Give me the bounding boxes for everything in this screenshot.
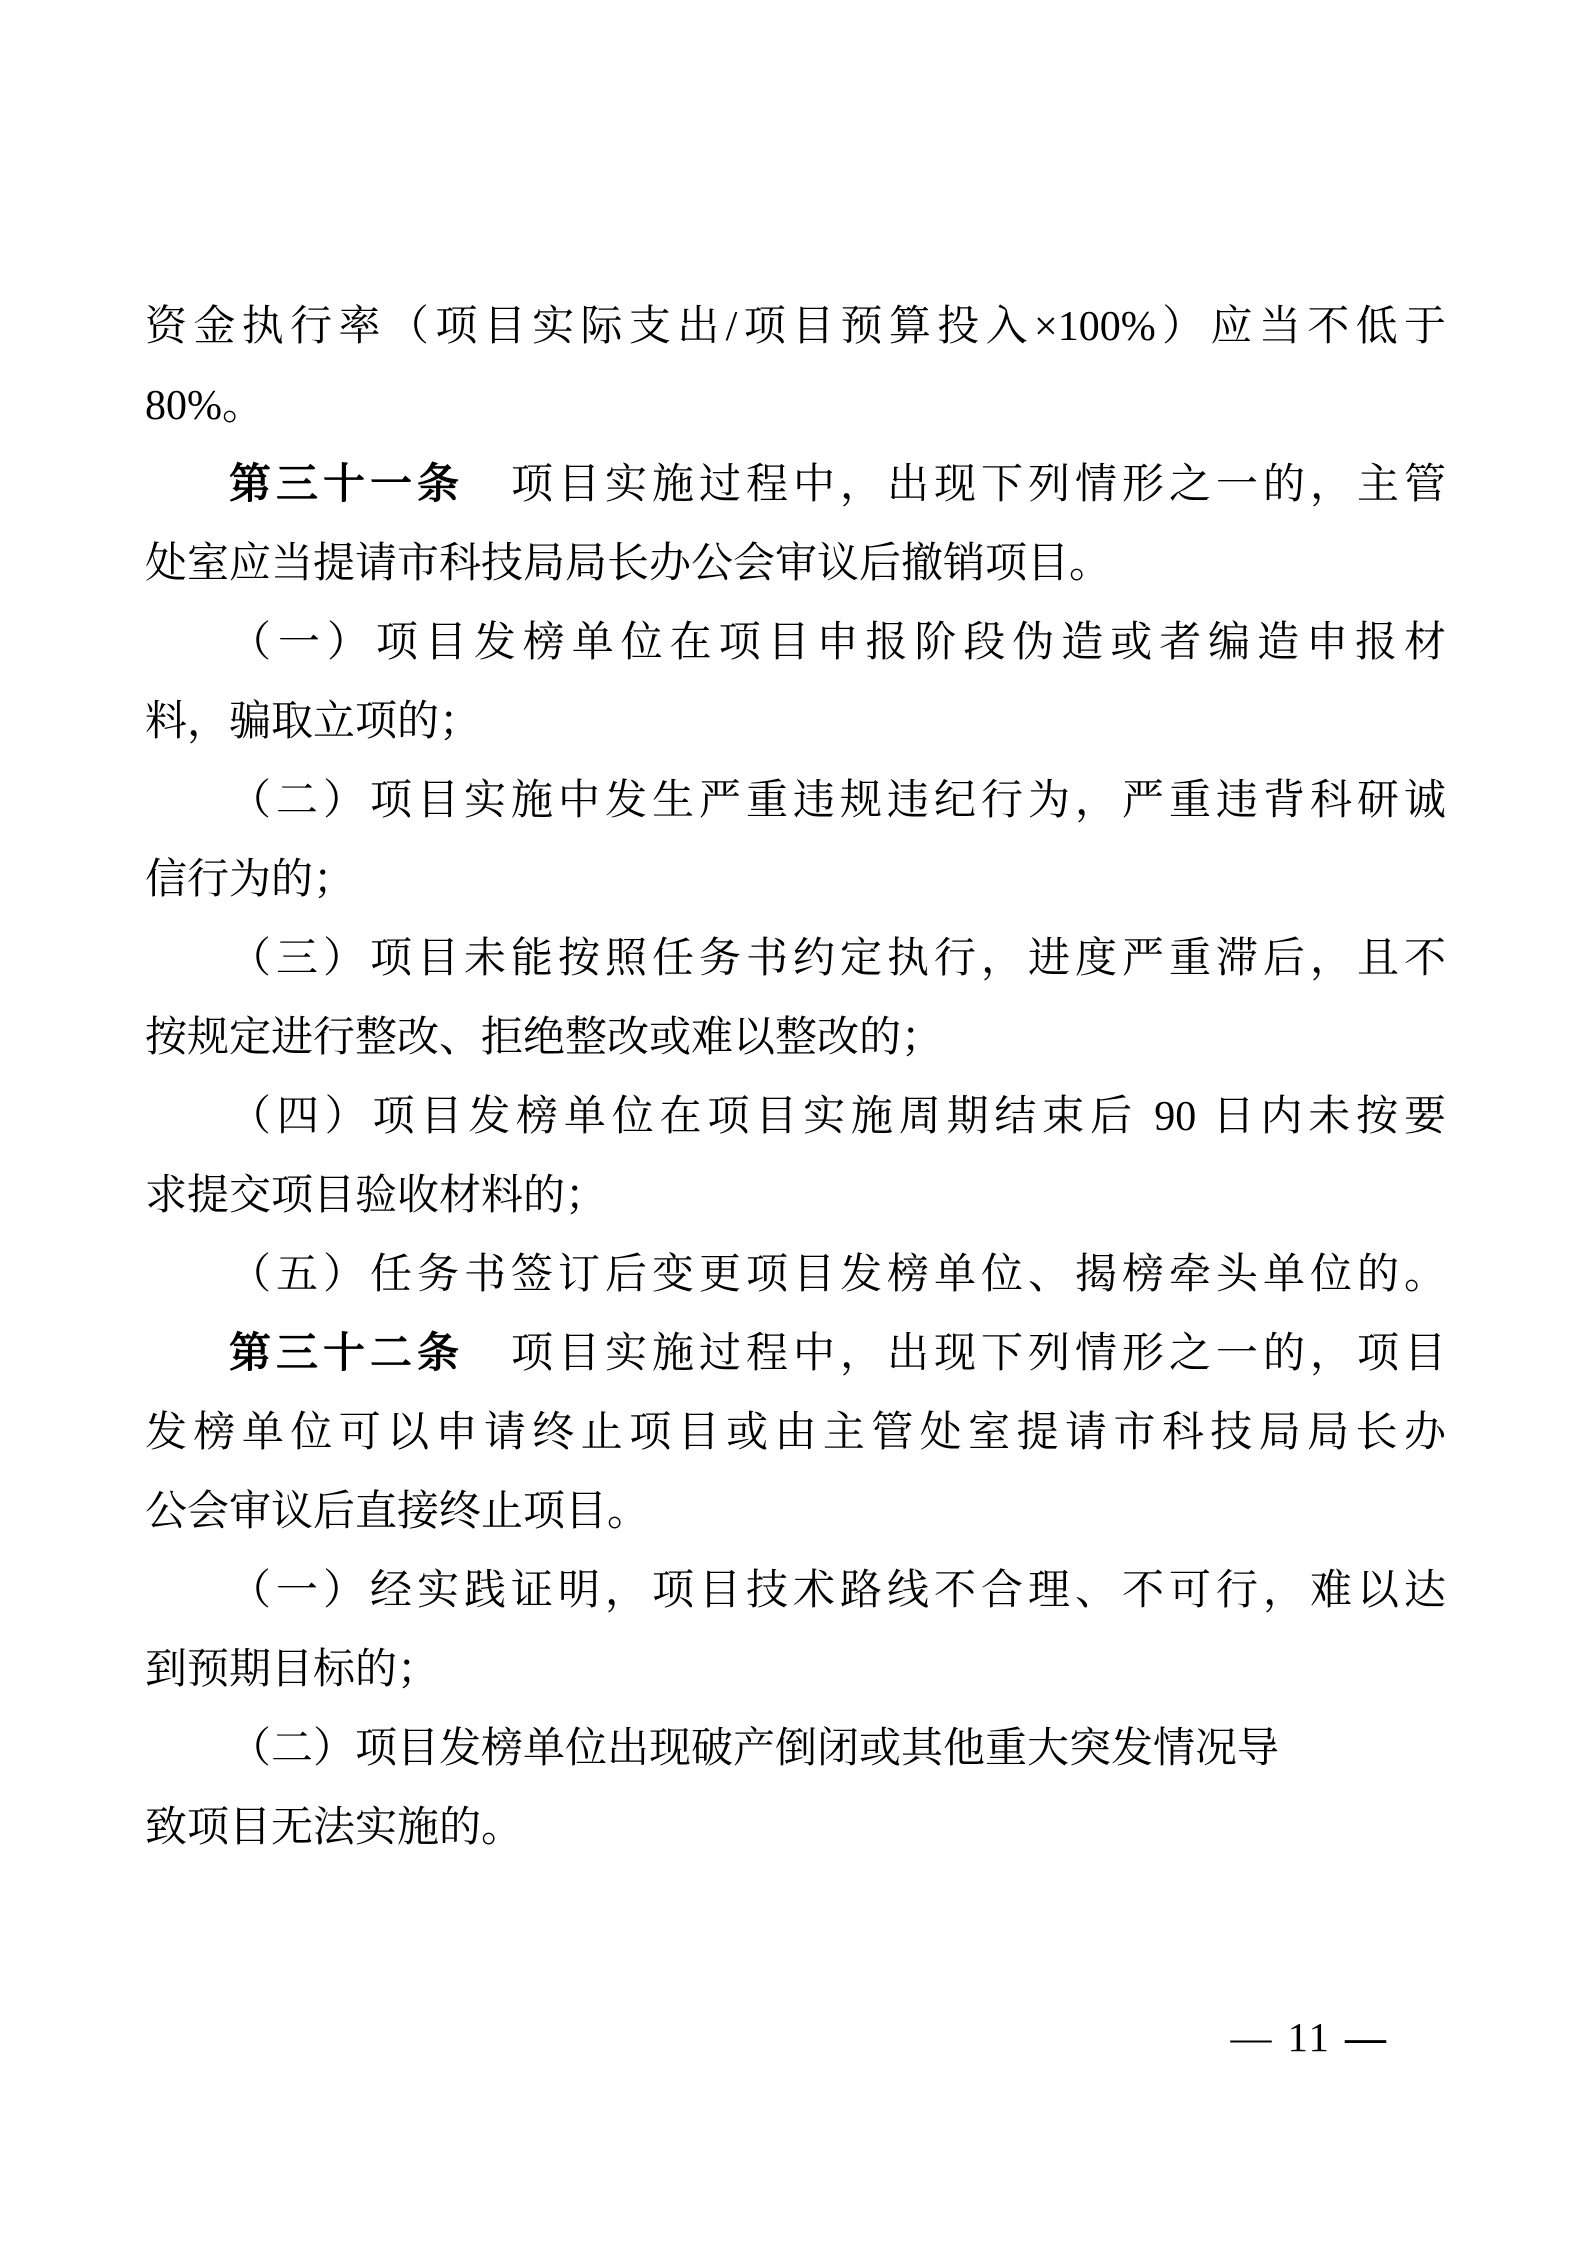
text-segment: 处室应当提请市科技局局长办公会审议后撤销项目。 — [145, 541, 1112, 587]
text-line — [145, 999, 1446, 1078]
text-segment: 致项目无法实施的。 — [145, 1805, 524, 1851]
text-segment: 公会审议后直接终止项目。 — [145, 1489, 650, 1535]
page-number: 11 — [1287, 2014, 1331, 2060]
text-line — [145, 683, 1446, 762]
text-segment: 项目实施过程中，出现下列情形之一的，主管 — [464, 462, 1446, 508]
text-line — [145, 367, 1446, 446]
text-line — [145, 920, 1446, 999]
article-number-heading: 第三十二条 — [229, 1331, 464, 1377]
text-segment: 料，骗取立项的； — [145, 699, 482, 745]
text-segment: （二）项目发榜单位出现破产倒闭或其他重大突发情况导 — [229, 1726, 1280, 1772]
page-number-dash-right: — — [1345, 2014, 1388, 2060]
text-line — [145, 1236, 1446, 1315]
text-segment: 80%。 — [145, 383, 264, 429]
text-line — [145, 1394, 1446, 1473]
text-segment: （三）项目未能按照任务书约定执行，进度严重滞后，且不 — [229, 936, 1446, 982]
text-line — [145, 1789, 1446, 1868]
text-segment: 项目实施过程中，出现下列情形之一的，项目 — [464, 1331, 1446, 1377]
text-segment: 信行为的； — [145, 857, 356, 903]
text-line — [145, 1078, 1446, 1157]
text-line — [145, 1315, 1446, 1394]
text-line — [145, 1631, 1446, 1710]
article-number-heading: 第三十一条 — [229, 462, 464, 508]
text-line — [145, 1473, 1446, 1552]
text-line — [145, 604, 1446, 683]
text-segment: （一）经实践证明，项目技术路线不合理、不可行，难以达 — [229, 1568, 1446, 1614]
text-line — [145, 1552, 1446, 1631]
text-segment: 资金执行率（项目实际支出/项目预算投入×100%）应当不低于 — [145, 304, 1446, 350]
text-segment: （二）项目实施中发生严重违规违纪行为，严重违背科研诚 — [229, 778, 1446, 824]
page-footer — [1231, 2012, 1388, 2062]
text-line — [145, 525, 1446, 604]
page-number-dash-left: — — [1230, 2014, 1274, 2060]
text-line — [145, 446, 1446, 525]
text-segment: 到预期目标的； — [145, 1647, 440, 1693]
text-segment: 求提交项目验收材料的； — [145, 1173, 608, 1219]
text-segment: 按规定进行整改、拒绝整改或难以整改的； — [145, 1015, 944, 1061]
text-line — [145, 1157, 1446, 1236]
text-line — [145, 841, 1446, 920]
text-line — [145, 762, 1446, 841]
document-body — [145, 288, 1446, 1868]
text-segment: （四）项目发榜单位在项目实施周期结束后 90 日内未按要 — [229, 1094, 1446, 1140]
text-segment: （一）项目发榜单位在项目申报阶段伪造或者编造申报材 — [229, 620, 1446, 666]
text-segment: 发榜单位可以申请终止项目或由主管处室提请市科技局局长办 — [145, 1410, 1446, 1456]
text-line — [145, 1710, 1446, 1789]
text-segment: （五）任务书签订后变更项目发榜单位、揭榜牵头单位的。 — [229, 1252, 1446, 1298]
text-line — [145, 288, 1446, 367]
